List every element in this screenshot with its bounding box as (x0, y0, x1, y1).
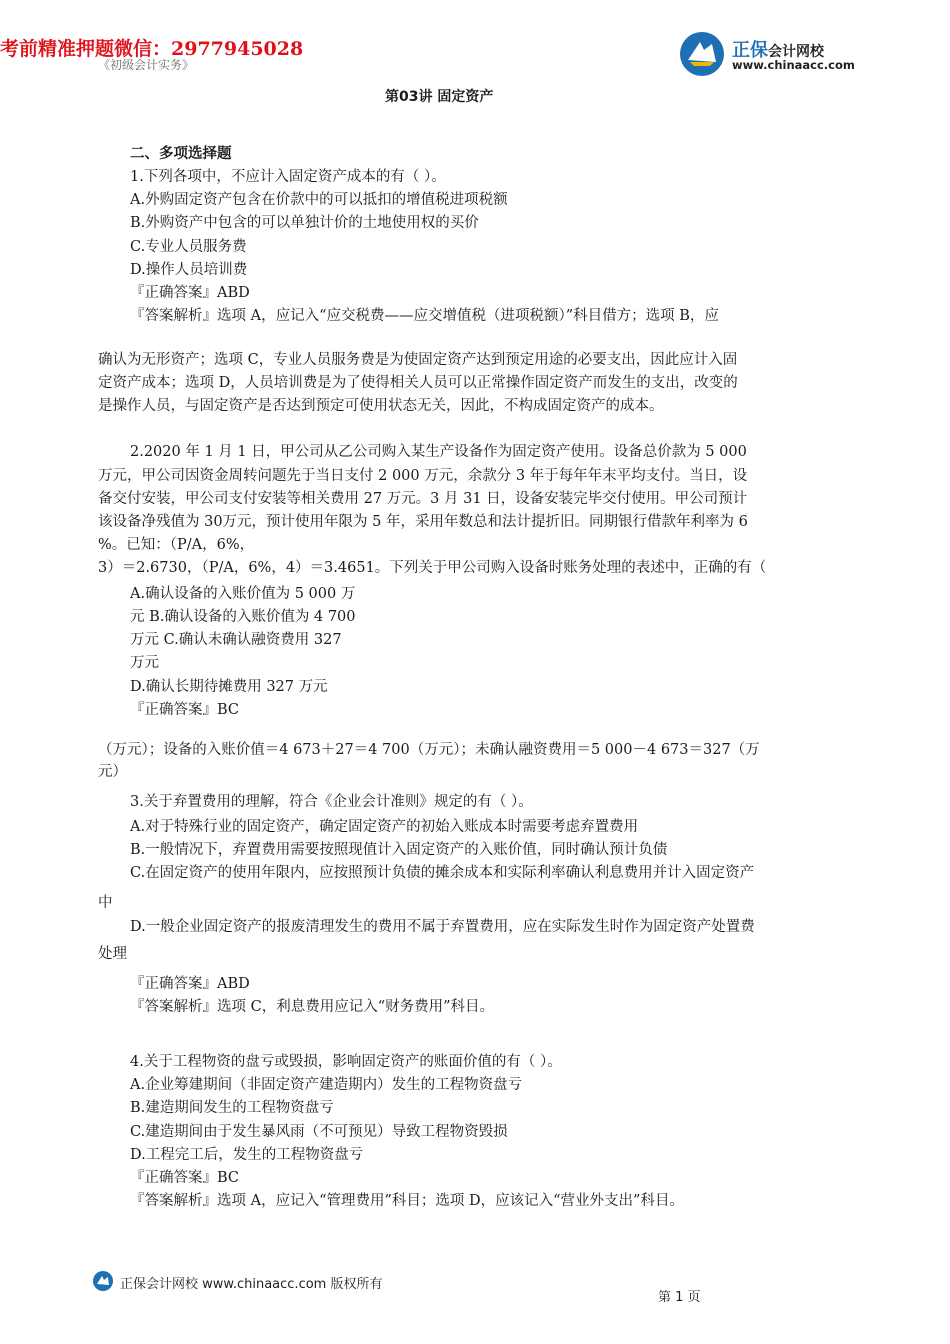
footer-page-number: 第 1 页 (658, 1290, 701, 1305)
q3-option-d-cont: 处理 (98, 946, 127, 962)
q3-stem: 3.关于弃置费用的理解，符合《企业会计准则》规定的有（ ）。 (130, 794, 533, 810)
footer-logo-icon (92, 1270, 114, 1292)
q3-answer: 『正确答案』ABD (130, 976, 250, 992)
q2-option-b: 元 B.确认设备的入账价值为 4 700 (130, 609, 356, 625)
q3-option-c: C.在固定资产的使用年限内，应按照预计负债的摊余成本和实际利率确认利息费用并计入固定资产 (130, 865, 755, 881)
q4-option-c: C.建造期间由于发生暴风雨（不可预见）导致工程物资毁损 (130, 1124, 508, 1140)
brand-logo-icon (678, 30, 726, 78)
footer-copyright: 正保会计网校 www.chinaacc.com 版权所有 (120, 1277, 383, 1292)
q1-option-a: A.外购固定资产包含在价款中的可以抵扣的增值税进项税额 (130, 192, 508, 208)
q1-option-b: B.外购资产中包含的可以单独计价的土地使用权的买价 (130, 215, 479, 231)
q3-explanation: 『答案解析』选项 C，利息费用应记入“财务费用”科目。 (130, 999, 495, 1015)
q2-line-1: 2.2020 年 1 月 1 日，甲公司从乙公司购入某生产设备作为固定资产使用。设备总价款为 5 000 (130, 444, 747, 460)
brand-url: www.chinaacc.com (732, 58, 855, 72)
top-left-faint-text: 《初级会计实务》 (98, 58, 195, 72)
q1-stem: 1.下列各项中，不应计入固定资产成本的有（ ）。 (130, 169, 446, 185)
q3-option-b: B.一般情况下，弃置费用需要按照现值计入固定资产的入账价值，同时确认预计负债 (130, 842, 668, 858)
q2-option-a: A.确认设备的入账价值为 5 000 万 (130, 586, 356, 602)
q2-explanation-2: 元） (98, 764, 127, 780)
q4-explanation: 『答案解析』选项 A，应记入“管理费用”科目；选项 D，应该记入“营业外支出”科目。 (130, 1193, 684, 1209)
q3-option-d: D.一般企业固定资产的报废清理发生的费用不属于弃置费用，应在实际发生时作为固定资产处置费 (130, 919, 755, 935)
q2-option-d: D.确认长期待摊费用 327 万元 (130, 679, 328, 695)
q1-explanation-2: 确认为无形资产；选项 C，专业人员服务费是为使固定资产达到预定用途的必要支出，因此应计入固 (98, 352, 738, 368)
q4-option-a: A.企业筹建期间（非固定资产建造期内）发生的工程物资盘亏 (130, 1077, 523, 1093)
q1-option-d: D.操作人员培训费 (130, 262, 248, 278)
q1-option-c: C.专业人员服务费 (130, 239, 247, 255)
q4-option-d: D.工程完工后，发生的工程物资盘亏 (130, 1147, 364, 1163)
q2-option-c: 万元 C.确认未确认融资费用 327 (130, 632, 342, 648)
q2-explanation-1: （万元）；设备的入账价值＝4 673＋27＝4 700（万元）；未确认融资费用＝5 000－4 673＝327（万 (98, 742, 760, 758)
q2-answer: 『正确答案』BC (130, 702, 240, 718)
q3-option-c-cont: 中 (98, 895, 113, 911)
q1-explanation-4: 是操作人员，与固定资产是否达到预定可使用状态无关，因此，不构成固定资产的成本。 (98, 398, 664, 414)
q2-line-3: 备交付安装，甲公司支付安装等相关费用 27 万元。3 月 31 日，设备安装完毕交付使用。甲公司预计 (98, 491, 748, 507)
watermark-text: 考前精准押题微信：2977945028 (0, 38, 304, 60)
q4-answer: 『正确答案』BC (130, 1170, 240, 1186)
section-heading: 二、多项选择题 (130, 146, 232, 162)
q1-explanation-3: 定资产成本；选项 D，人员培训费是为了使得相关人员可以正常操作固定资产而发生的支出，改变的 (98, 375, 738, 391)
q2-line-6: 3）＝2.6730，（P/A，6%，4）＝3.4651。下列关于甲公司购入设备时账务处理的表述中，正确的有（ (98, 560, 767, 576)
q2-option-c-unit: 万元 (130, 655, 159, 671)
q1-answer: 『正确答案』ABD (130, 285, 250, 301)
q1-explanation-1: 『答案解析』选项 A，应记入“应交税费——应交增值税（进项税额）”科目借方；选项 B，应 (130, 308, 719, 324)
q2-line-4: 该设备净残值为 30万元，预计使用年限为 5 年，采用年数总和法计提折旧。同期银行借款年利率为 6 (98, 514, 748, 530)
q2-line-2: 万元，甲公司因资金周转问题先于当日支付 2 000 万元，余款分 3 年于每年年末平均支付。当日，设 (98, 468, 748, 484)
q2-line-5: %。已知：（P/A，6%， (98, 537, 255, 553)
chapter-title: 第03讲 固定资产 (385, 89, 494, 105)
q3-option-a: A.对于特殊行业的固定资产，确定固定资产的初始入账成本时需要考虑弃置费用 (130, 819, 639, 835)
q4-stem: 4.关于工程物资的盘亏或毁损，影响固定资产的账面价值的有（ ）。 (130, 1054, 562, 1070)
q4-option-b: B.建造期间发生的工程物资盘亏 (130, 1100, 334, 1116)
brand-name: 正保会计网校 (732, 40, 824, 61)
